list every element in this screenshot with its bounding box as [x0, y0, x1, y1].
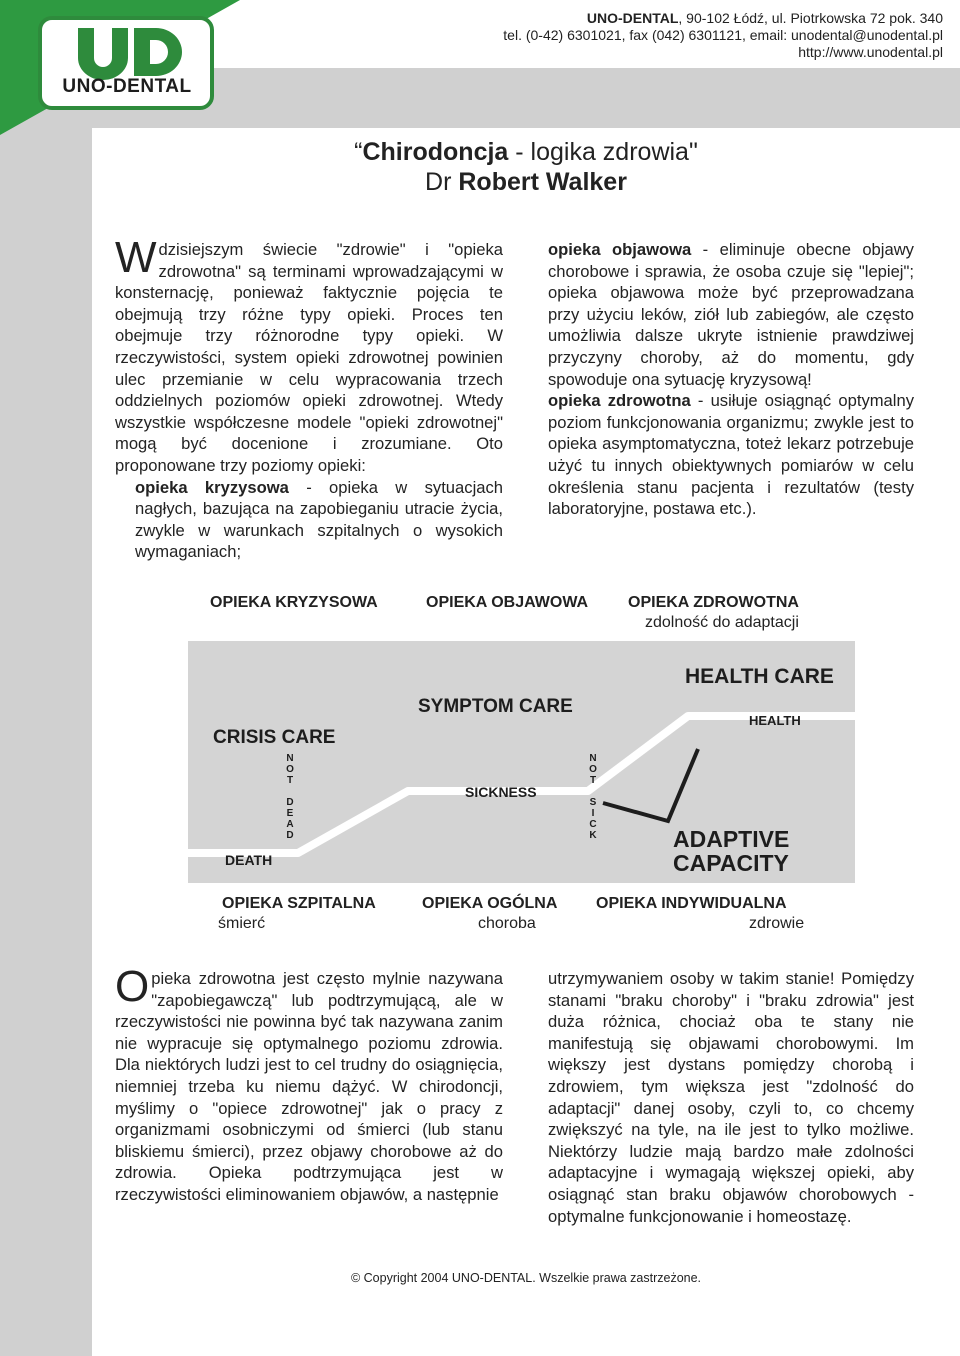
ud-logo-mark	[42, 22, 210, 82]
care-levels-diagram	[188, 641, 855, 883]
symptom-care-definition	[548, 239, 914, 390]
page-title	[92, 138, 960, 167]
label-opieka-szpitalna: OPIEKA SZPITALNA	[222, 895, 376, 912]
health-label: HEALTH	[749, 713, 801, 728]
not-sick-vertical-label: N O T S I C K	[589, 753, 597, 841]
adaptive-line-2: CAPACITY	[673, 850, 789, 876]
label-opieka-kryzysowa: OPIEKA KRYZYSOWA	[210, 594, 378, 611]
label-smierc: śmierć	[218, 915, 266, 932]
sickness-label: SICKNESS	[465, 784, 537, 800]
dropcap-o: O	[115, 962, 150, 1011]
address-line	[503, 10, 943, 27]
copyright-footer: © Copyright 2004 UNO-DENTAL. Wszelkie prawa zastrzeżone.	[350, 1271, 702, 1285]
label-opieka-objawowa: OPIEKA OBJAWOWA	[426, 594, 589, 611]
not-dead-vertical-label: N O T D E A D	[286, 753, 294, 841]
company-header	[503, 10, 943, 61]
title-rest: - logika zdrowia"	[508, 138, 698, 166]
body-left-text: pieka zdrowotna jest często mylnie nazywana "zapobiegawczą" lub podtrzymującą, ale w rzeczywistości nie powinna być tak nazywana zanim nie wypracuje się optymalnego poziomu zdrowia. Dla niektórych ludzi jest to cel trudny do osiągnięcia, niemniej trzeba ku niemu dążyć. W chirodoncji, myślimy o "opiece zdrowotnej" jak o pracy z organizmami osobniczymi od śmierci (lub stanu bliskiemu śmierci), przez objawy chorobowe aż do zdrowia. Opieka podtrzymująca jest w rzeczywistości eliminowaniem objawów, a następnie	[115, 969, 503, 1204]
crisis-text: - opieka w sytuacjach nagłych, bazująca na zapobieganiu utracie życia, zwykle w warunkach szpitalnych o wysokich wymaganiach;	[135, 477, 504, 562]
health-care-label: HEALTH CARE	[685, 665, 834, 688]
adaptive-capacity-label	[673, 827, 789, 875]
author-name: Robert Walker	[458, 168, 627, 196]
title-quote: “	[354, 138, 363, 166]
label-zdrowie: zdrowie	[749, 915, 805, 932]
page-author	[92, 168, 960, 197]
contact-line: tel. (0-42) 6301021, fax (042) 6301121, email: unodental@unodental.pl	[503, 27, 943, 43]
symptom-care-label: SYMPTOM CARE	[418, 696, 573, 717]
label-opieka-ogolna: OPIEKA OGÓLNA	[422, 895, 558, 912]
body-left-column	[115, 962, 503, 1206]
title-bold: Chirodoncja	[362, 138, 509, 166]
label-adaptive-capacity-pl: zdolność do adaptacji	[645, 614, 799, 631]
health-text: - usiłuje osiągnąć optymalny poziom funkcjonowania organizmu; zwykle jest to opieka asymptomatyczna, toteż lekarz potrzebuje użyć tu innych obiektywnych pomiarów w celu określenia stanu pacjenta i rezultatów (testy laboratoryjne, postawa etc.).	[548, 391, 915, 519]
crisis-term: opieka kryzysowa	[135, 477, 289, 497]
label-opieka-zdrowotna: OPIEKA ZDROWOTNA	[628, 594, 799, 611]
symptom-term: opieka objawowa	[548, 240, 692, 259]
side-gray-bar	[0, 0, 92, 1356]
death-label: DEATH	[225, 852, 273, 868]
intro-left-column	[115, 233, 504, 563]
author-prefix: Dr	[425, 168, 459, 196]
body-right-text: utrzymywaniem osoby w takim stanie! Pomiędzy stanami "braku choroby" i "braku zdrowia" jest duża różnica, chociaż oba te stany nie manifestują się objawami chorobowymi. Im większy jest dystans pomiędzy chorobą i zdrowiem, tym większa jest "zdolność do adaptacji" danej osoby, czyli to, co chcemy zwiększyć na tyle, na ile jest to tylko możliwe. Niektórzy ludzie mają bardzo małe zdolności adaptacyjne i wymagają większej opieki, aby osiągnąć stan braku objawów chorobowych - optymalne funkcjonowanie i homeostazę.	[548, 969, 914, 1226]
adaptive-capacity-arrow	[603, 749, 698, 821]
company-name: UNO-DENTAL	[586, 10, 679, 26]
crisis-care-definition	[135, 477, 503, 563]
address: , 90-102 Łódź, ul. Piotrkowska 72 pok. 340	[678, 10, 943, 26]
health-term: opieka zdrowotna	[548, 391, 691, 411]
logo-text: UNO-DENTAL	[62, 76, 192, 97]
symptom-text: - eliminuje obecne objawy chorobowe i sprawia, że osoba czuje się "lepiej"; opieka objawowa może być przeprowadzana przy użyciu leków, ziół lub zabiegów, ale często umożliwia dalsze ukryte istnienie prawdziwej przyczyny choroby, aż do momentu, gdy spowoduje ona sytuację kryzysową!	[548, 240, 914, 389]
dropcap-w: W	[115, 233, 157, 282]
intro-right-column	[548, 239, 914, 520]
crisis-care-label: CRISIS CARE	[213, 727, 336, 748]
adaptive-line-1: ADAPTIVE	[673, 826, 790, 852]
label-choroba: choroba	[478, 915, 536, 932]
website-link[interactable]: http://www.unodental.pl	[798, 44, 943, 60]
intro-left-text: dzisiejszym świecie "zdrowie" i "opieka zdrowotna" są terminami wprowadzającymi w konsternację, ponieważ faktycznie pojęcia te obejmują trzy różne typy opieki. Proces ten obejmuje trzy różnorodne typy opieki. W rzeczywistości, system opieki zdrowotnej powinien ulec przemianie w celu wypracowania trzech oddzielnych poziomów opieki zdrowotnej. Wtedy wszystkie współczesne modele "opieki zdrowotnej" mogą być docenione i zrozumiane. Oto proponowane trzy poziomy opieki:	[115, 240, 503, 475]
label-opieka-indywidualna: OPIEKA INDYWIDUALNA	[596, 895, 787, 912]
health-care-definition	[548, 390, 914, 520]
body-right-column	[548, 968, 914, 1227]
